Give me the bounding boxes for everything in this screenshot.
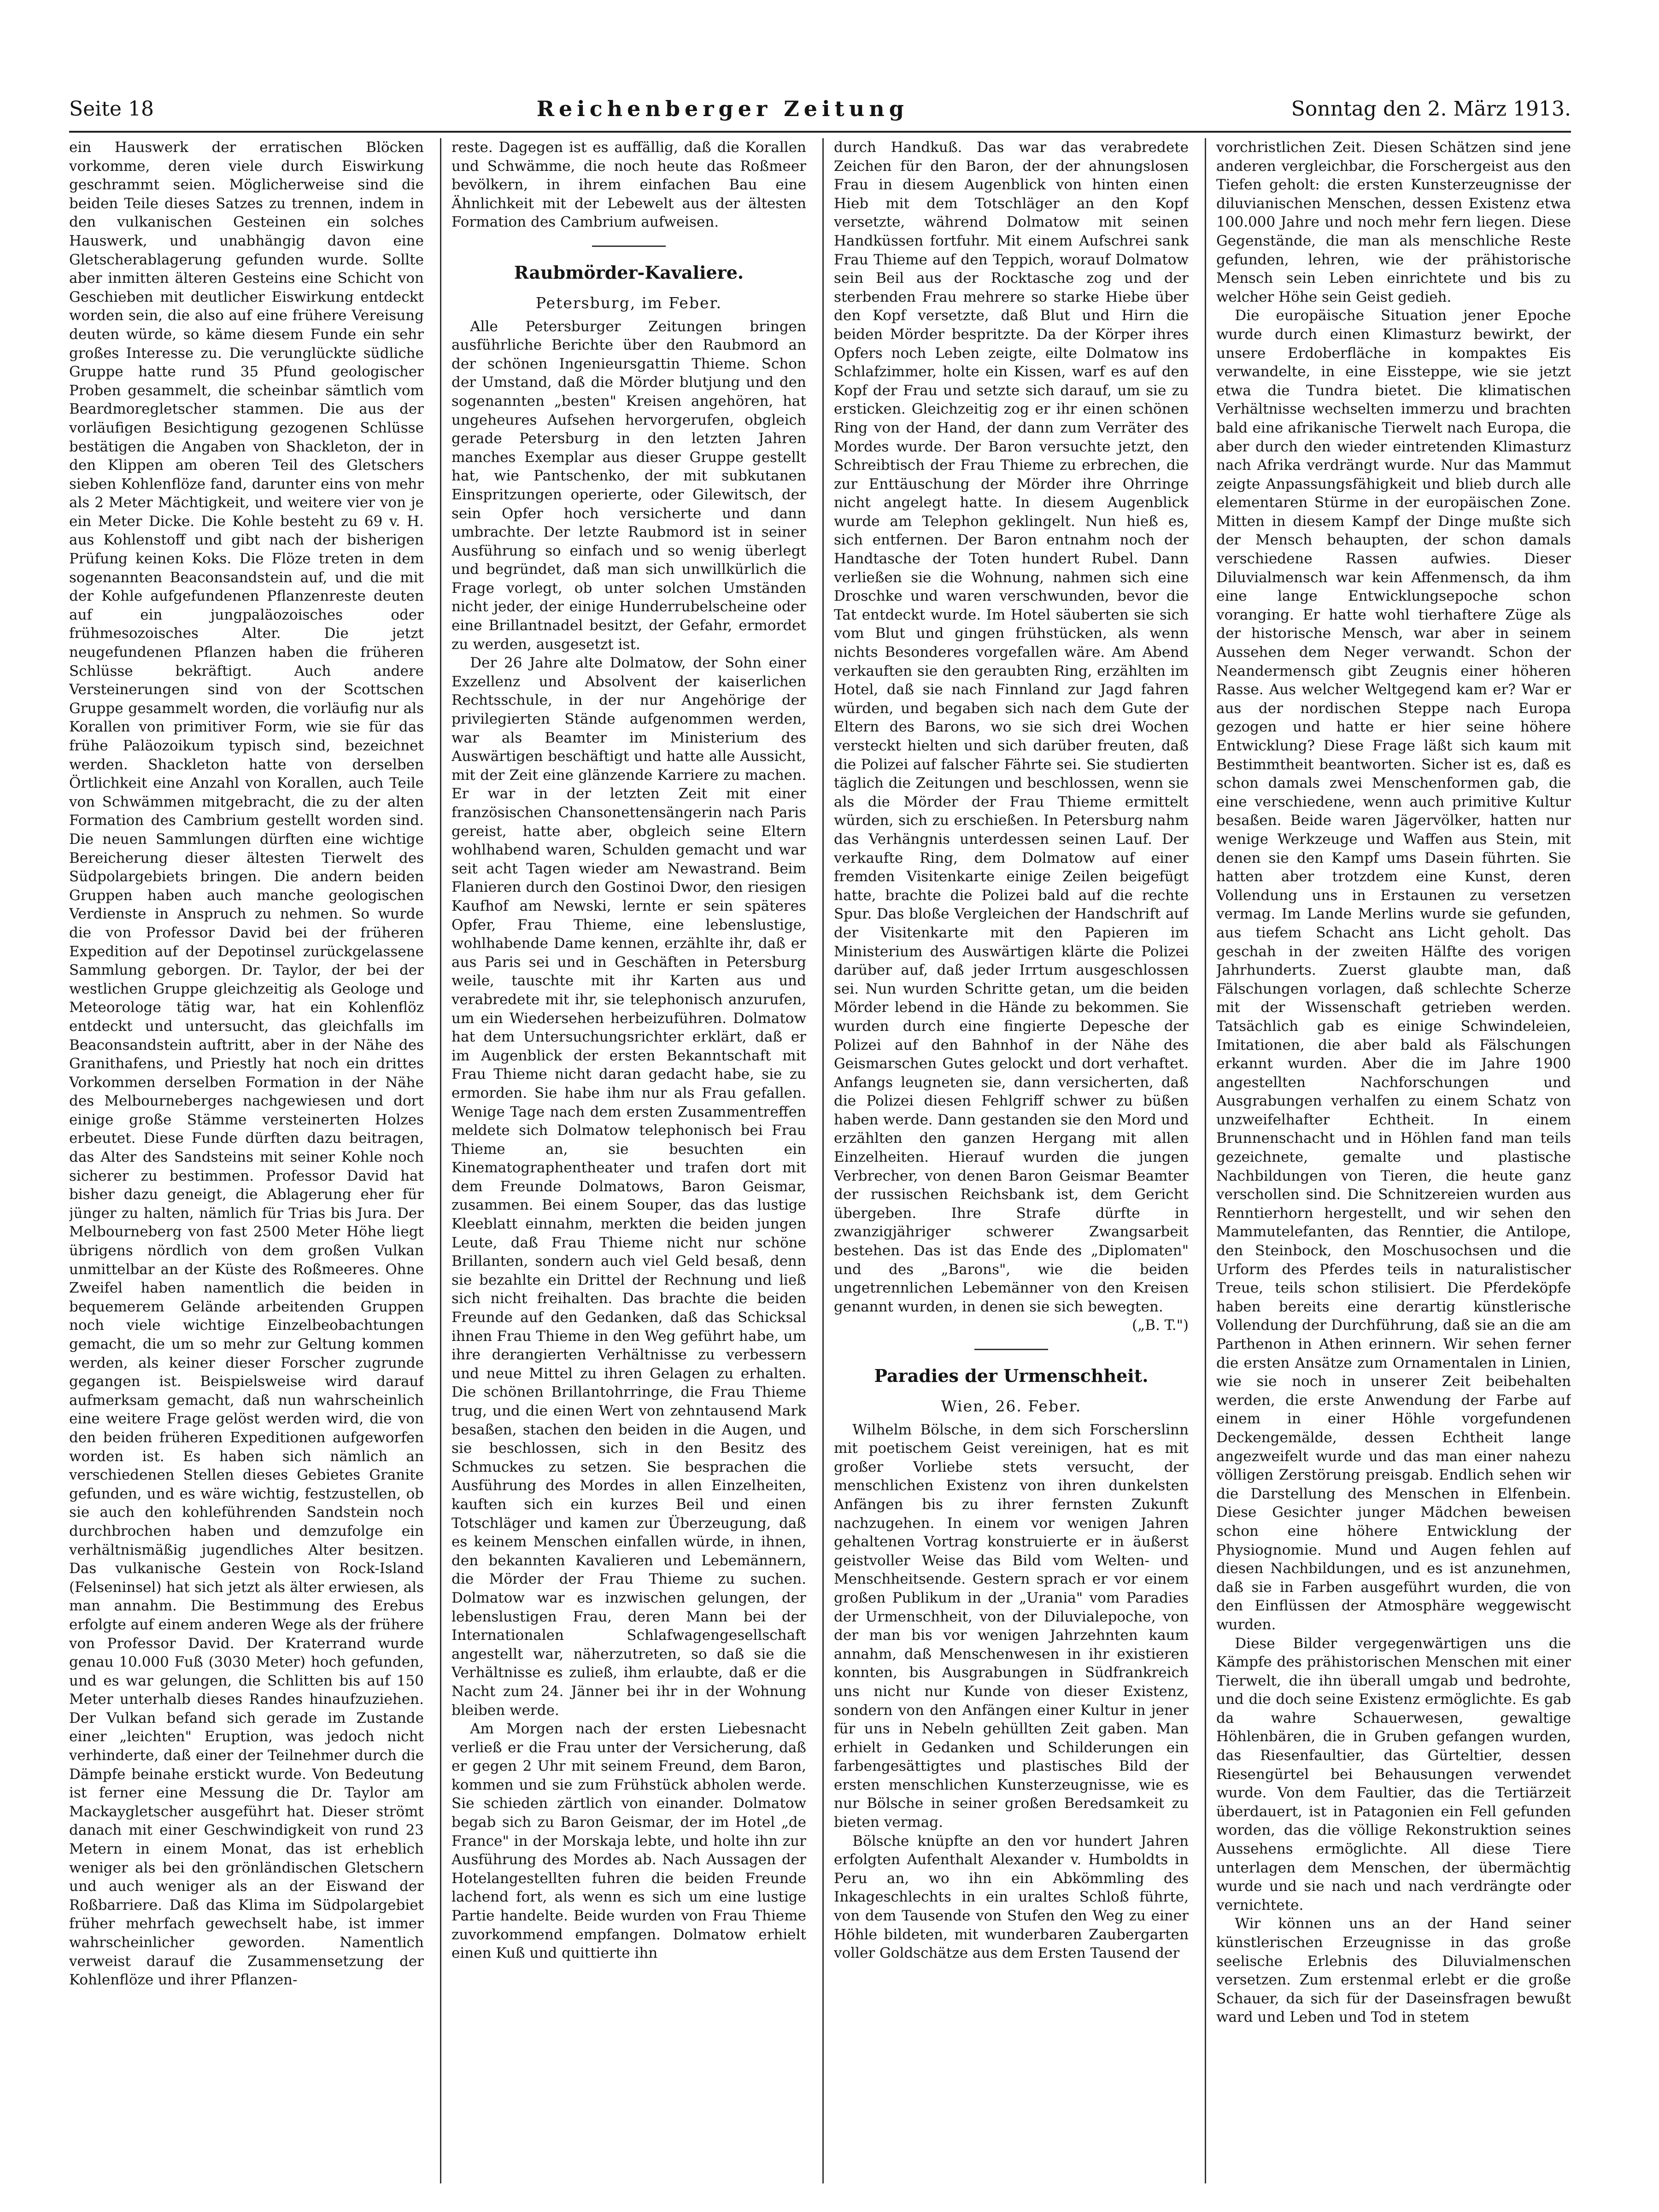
newspaper-page (69, 92, 1571, 2193)
article1-ending: reste. Dagegen ist es auffällig, daß die Korallen und Schwämme, die noch heute das Roßmeer bevölkern, in ihrem einfachen Bau eine Ähnlichkeit mit der Lebewelt aus der ältesten Formation des Cambrium aufweisen. (451, 139, 806, 231)
column-2 (451, 138, 806, 2183)
column-3 (834, 138, 1189, 2183)
column-divider (1205, 138, 1206, 2183)
article3-continuation: vorchristlichen Zeit. Diesen Schätzen sind jene anderen vergleichbar, die Forschergeist aus den Tiefen geholt: die ersten Kunsterzeugnisse der diluvianischen Menschen, dessen Existenz etwa 100.000 Jahre und noch mehr fern liegen. Diese Gegenstände, die man als menschliche Reste gefunden, lehren, wie der prähistorische Mensch sein Leben einrichtete und bis zu welcher Höhe sein Geist gedieh. (1216, 139, 1571, 305)
newspaper-masthead: Reichenberger Zeitung (536, 96, 909, 121)
page-number: Seite 18 (69, 97, 154, 121)
column-1 (69, 138, 424, 2183)
article2-paragraph: Am Morgen nach der ersten Liebesnacht verließ er die Frau unter der Versicherung, daß er gegen 2 Uhr mit seinem Freund, dem Baron, kommen und sie zum Frühstück abholen werde. Sie schieden zärtlich von einander. Dolmatow begab sich zu Baron Geismar, der im Hotel „de France" in der Morskaja lebte, und holte ihn zur Ausführung des Mordes ab. Nach Aussagen der Hotelangestellten fuhren die beiden Freunde lachend fort, als wenn es sich um eine lustige Partie handelte. Beide wurden von Frau Thieme zuvorkommend empfangen. Dolmatow erhielt einen Kuß und quittierte ihn (451, 1720, 806, 1962)
header-rule (69, 131, 1571, 133)
article3-paragraph: Die europäische Situation jener Epoche wurde durch einen Klimasturz bewirkt, der unsere Erdoberfläche in kompaktes Eis verwandelte, in eine Eissteppe, wie sie jetzt etwa die Tundra bietet. Die klimatischen Verhältnisse wechselten immerzu und brachten bald eine afrikanische Tierwelt nach Europa, die aber durch den wieder eintretenden Klimasturz nach Afrika verdrängt wurde. Nur das Mammut zeigte Anpassungsfähigkeit und blieb durch alle elementaren Stürme in der europäischen Zone. Mitten in diesem Kampf der Dinge mußte sich der Mensch behaupten, der schon damals verschiedene Rassen aufwies. Dieser Diluvialmensch war kein Affenmensch, da ihm eine lange Entwicklungsepoche schon voranging. Er hatte wohl tierhaftere Züge als der historische Mensch, war aber in seinem Aussehen dem Neger verwandt. Schon der Neandermensch gibt Zeugnis einer höheren Rasse. Aus welcher Weltgegend kam er? War er aus der nordischen Steppe nach Europa gezogen und hatte er hier seine höhere Entwicklung? Diese Frage läßt sich kaum mit Bestimmtheit beantworten. Sicher ist es, daß es schon damals zwei Menschenformen gab, die eine verschiedene, wenn auch primitive Kultur besaßen. Beide waren Jägervölker, hatten nur wenige Werkzeuge und Waffen aus Stein, mit denen sie den Kampf ums Dasein führten. Sie hatten aber trotzdem eine Kunst, deren Vollendung uns in Erstaunen zu versetzen vermag. Im Lande Merlins wurde sie gefunden, aus tiefem Schacht ans Licht geholt. Das geschah in der zweiten Hälfte des vorigen Jahrhunderts. Zuerst glaubte man, daß Fälschungen vorlagen, daß schlechte Scherze mit der Wissenschaft getrieben werden. Tatsächlich gab es einige Schwindeleien, Imitationen, die aber bald als Fälschungen erkannt wurden. Aber die im Jahre 1900 angestellten Nachforschungen und Ausgrabungen verhalfen zu einem Schatz von unzweifelhafter Echtheit. In einem Brunnenschacht und in Höhlen fand man teils gezeichnete, gemalte und plastische Nachbildungen von Tieren, die heute ganz verschollen sind. Die Schnitzereien wurden aus Renntierhorn hergestellt, und wir sehen den Mammutelefanten, das Renntier, die Antilope, den Steinbock, den Moschusochsen und die Urform des Pferdes teils in naturalistischer Treue, teils schon stilisiert. Die Pferdeköpfe haben bereits eine derartig künstlerische Vollendung der Durchführung, daß sie an die am Parthenon in Athen erinnern. Wir sehen ferner die ersten Ansätze zum Ornamentalen in Linien, wie sie noch in unserer Zeit beibehalten werden, die erste Anwendung der Farbe auf einem in einer Höhle vorgefundenen Deckengemälde, dessen Echtheit lange angezweifelt wurde und das man einer nahezu völligen Zerstörung preisgab. Endlich sehen wir die Darstellung des Menschen in Elfenbein. Diese Gesichter junger Mädchen beweisen schon eine höhere Entwicklung der Physiognomie. Mund und Augen fehlen auf diesen Nachbildungen, und es ist anzunehmen, daß sie in Farben ausgeführt wurden, die von den Einflüssen der Atmosphäre weggewischt wurden. (1216, 307, 1571, 1633)
article2-paragraph: Alle Petersburger Zeitungen bringen ausführliche Berichte über den Raubmord an der schönen Ingenieursgattin Thieme. Schon der Umstand, daß die Mörder blutjung und den sogenannten „besten" Kreisen angehören, hat ungeheures Aufsehen hervorgerufen, obgleich gerade Petersburg in den letzten Jahren manches Exemplar aus dieser Gruppe gestellt hat, wie Pantschenko, der mit subkutanen Einspritzungen operierte, oder Gilewitsch, der sein Opfer hoch versicherte und dann umbrachte. Der letzte Raubmord ist in seiner Ausführung so einfach und so wenig überlegt und begründet, daß man sich unwillkürlich die Frage vorlegt, ob unter solchen Umständen nicht jeder, der einige Hunderrubelscheine oder eine Brillantnadel besitzt, der Gefahr, ermordet zu werden, ausgesetzt ist. (451, 318, 806, 653)
column-4 (1216, 138, 1571, 2183)
article3-dateline: Wien, 26. Feber. (941, 1397, 1082, 1415)
column-divider (440, 138, 441, 2183)
article2-dateline: Petersburg, im Feber. (535, 293, 722, 312)
article3-paragraph: Wilhelm Bölsche, in dem sich Forscherslinn mit poetischem Geist vereinigen, hat es mit großer Vorliebe stets versucht, der menschlichen Existenz von ihren dunkelsten Anfängen bis zu ihrer fernsten Zukunft nachzugehen. In einem vor wenigen Jahren gehaltenen Vortrag konstruierte er in äußerst geistvoller Weise das Bild vom Welten- und Menschheitsende. Gestern sprach er vor einem großen Publikum in der „Urania" vom Paradies der Urmenschheit, von der Diluvialepoche, von der man bis vor wenigen Jahrzehnten kaum annahm, daß Menschenwesen in ihr existieren konnten, bis Ausgrabungen in Südfrankreich uns nicht nur Kunde von dieser Existenz, sondern von den Anfängen einer Kultur in jener für uns in Nebeln gehüllten Zeit gaben. Man erhielt in Gedanken und Schilderungen ein farbengesättigtes und plastisches Bild der ersten menschlichen Kunsterzeugnisse, wie es nur Bölsche in seiner großen Beredsamkeit zu bieten vermag. (834, 1421, 1189, 1831)
article2-continuation: durch Handkuß. Das war das verabredete Zeichen für den Baron, der der ahnungslosen Frau in diesem Augenblick von hinten einen Hieb mit dem Totschläger an den Kopf versetzte, während Dolmatow mit seinen Handküssen fortfuhr. Mit einem Aufschrei sank Frau Thieme auf den Teppich, worauf Dolmatow sein Beil aus der Rocktasche zog und der sterbenden Frau mehrere so starke Hiebe über den Kopf versetzte, daß Blut und Hirn die beiden Mörder bespritzte. Da der Körper ihres Opfers noch Leben zeigte, eilte Dolmatow ins Schlafzimmer, holte ein Kissen, warf es auf den Kopf der Frau und setzte sich darauf, um sie zu ersticken. Gleichzeitig zog er ihr einen schönen Ring von der Hand, der dann zum Verräter des Mordes wurde. Der Baron versuchte jetzt, den Schreibtisch der Frau Thieme zu erbrechen, die zur Enttäuschung der Mörder ihre Ohrringe nicht angelegt hatte. In diesem Augenblick wurde am Telephon geklingelt. Nun hieß es, sich entfernen. Der Baron entnahm noch der Handtasche der Toten hundert Rubel. Dann verließen sie die Wohnung, nahmen sich eine Droschke und waren verschwunden, bevor die Tat entdeckt wurde. Im Hotel säuberten sie sich vom Blut und gingen frühstücken, als wenn nichts Besonderes vorgefallen wäre. Am Abend verkauften sie den geraubten Ring, erzählten im Hotel, daß sie nach Finnland zur Jagd fahren würden, und begaben sich nach dem Gute der Eltern des Barons, wo sie sich drei Wochen versteckt hielten und sich darüber freuten, daß die Polizei auf falscher Fährte sei. Sie studierten täglich die Zeitungen und beschlossen, wenn sie als die Mörder der Frau Thieme ermittelt würden, sich zu erschießen. In Petersburg nahm das Verhängnis unterdessen seinen Lauf. Der verkaufte Ring, dem Dolmatow auf einer fremden Visitenkarte einige Zeilen beigefügt hatte, brachte die Polizei bald auf die rechte Spur. Das bloße Vergleichen der Handschrift auf der Visitenkarte mit den Papieren im Ministerium des Auswärtigen klärte die Polizei darüber auf, daß jeder Irrtum ausgeschlossen sei. Nun wurden Schritte getan, um die beiden Mörder lebend in die Hände zu bekommen. Sie wurden durch eine fingierte Depesche der Polizei auf den Bahnhof in der Nähe des Geismarschen Gutes gelockt und dort verhaftet. Anfangs leugneten sie, dann versicherten, daß die Polizei diesen Fehlgriff schwer zu büßen haben werde. Dann gestanden sie den Mord und erzählten den ganzen Hergang mit allen Einzelheiten. Hierauf wurden die jungen Verbrecher, von denen Baron Geismar Beamter der russischen Reichsbank ist, dem Gericht übergeben. Ihre Strafe dürfte in zwanzigjähriger schwerer Zwangsarbeit bestehen. Das ist das Ende des „Diplomaten" und des „Barons", wie die beiden ungetrennlichen Lebemänner von den Kreisen genannt wurden, in denen sie sich bewegten. (834, 139, 1189, 1315)
article-separator (592, 246, 666, 247)
article2-signature: („B. T.") (1132, 1317, 1189, 1334)
article2-title: Raubmörder-Kavaliere. (514, 262, 744, 283)
article3-paragraph: Diese Bilder vergegenwärtigen uns die Kämpfe des prähistorischen Menschen mit einer Tierwelt, die ihn überall umgab und bedrohte, und die doch seine Existenz ermöglichte. Es gab da wahre Schauerwesen, gewaltige Höhlenbären, die in Gruben gefangen wurden, das Riesenfaultier, das Gürteltier, dessen Riesengürtel bei Behausungen verwendet wurde. Von dem Faultier, das die Tertiärzeit überdauert, ist in Patagonien ein Fell gefunden worden, das die völlige Rekonstruktion seines Aussehens ermöglichte. All diese Tiere unterlagen dem Menschen, der übermächtig wurde und sie nach und nach verdrängte oder vernichtete. (1216, 1635, 1571, 1914)
article1-paragraph: ein Hauswerk der erratischen Blöcken vorkomme, deren viele durch Eiswirkung geschrammt seien. Möglicherweise sind die beiden Teile dieses Satzes zu trennen, indem in den vulkanischen Gesteinen ein solches Hauswerk, und unabhängig davon eine Gletscherablagerung gefunden wurde. Sollte aber inmitten älteren Gesteins eine Schicht von Geschieben mit deutlicher Eiswirkung entdeckt worden sein, die also auf eine frühere Vereisung deuten würde, so käme diesem Funde ein sehr großes Interesse zu. Die verunglückte südliche Gruppe hatte rund 35 Pfund geologischer Proben gesammelt, die scheinbar sämtlich vom Beardmoregletscher stammen. Die aus der vorläufigen Besichtigung gezogenen Schlüsse bestätigen die Angaben von Shackleton, der in den Klippen am oberen Teil des Gletschers sieben Kohlenflöze fand, darunter eins von mehr als 2 Meter Mächtigkeit, und weitere vier von je ein Meter Dicke. Die Kohle besteht zu 69 v. H. aus Kohlenstoff und gibt nach der bisherigen Prüfung keinen Koks. Die Flöze treten in dem sogenannten Beaconsandstein auf, und die mit der Kohle aufgefundenen Pflanzenreste deuten auf ein jungpaläozoisches oder frühmesozoisches Alter. Die jetzt neugefundenen Pflanzen haben die früheren Schlüsse bekräftigt. Auch andere Versteinerungen sind von der Scottschen Gruppe gesammelt worden, die vorläufig nur als Korallen von primitiver Form, wie sie für das frühe Paläozoikum typisch sind, bezeichnet werden. Shackleton hatte von derselben Örtlichkeit eine Anzahl von Korallen, auch Teile von Schwämmen mitgebracht, die zu der alten Formation des Cambrium gestellt worden sind. Die neuen Sammlungen dürften eine wichtige Bereicherung dieser ältesten Tierwelt des Südpolargebiets bringen. Die andern beiden Gruppen haben auch manche geologischen Verdienste in Anspruch zu nehmen. So wurde die von Professor David bei der früheren Expedition auf der Depotinsel zurückgelassene Sammlung geborgen. Dr. Taylor, der bei der westlichen Gruppe gleichzeitig als Geologe und Meteorologe tätig war, hat ein Kohlenflöz entdeckt und untersucht, das gleichfalls im Beaconsandstein auftritt, aber in der Nähe des Granithafens, und Priestly hat noch ein drittes Vorkommen derselben Formation in der Nähe des Melbourneberges nachgewiesen und dort einige große Stämme versteinerten Holzes erbeutet. Diese Funde dürften dazu beitragen, das Alter des Sandsteins mit seiner Kohle noch sicherer zu bestimmen. Professor David hat bisher dazu geneigt, die Ablagerung eher für jünger zu halten, nämlich für Trias bis Jura. Der Melbourneberg von fast 2500 Meter Höhe liegt übrigens nördlich von dem großen Vulkan unmittelbar an der Küste des Roßmeeres. Ohne Zweifel haben namentlich die beiden in bequemerem Gelände arbeitenden Gruppen noch viele wichtige Einzelbeobachtungen gemacht, die um so mehr zur Geltung kommen werden, als keiner dieser Forscher zugrunde gegangen ist. Beispielsweise wird darauf aufmerksam gemacht, daß nun wahrscheinlich eine weitere Frage gelöst werden wird, die von den beiden früheren Expeditionen aufgeworfen worden ist. Es haben sich nämlich an verschiedenen Stellen dieses Gebietes Granite gefunden, und es wäre wichtig, festzustellen, ob sie auch den kohleführenden Sandstein noch durchbrochen haben und demzufolge ein verhältnismäßig jugendliches Alter besitzen. Das vulkanische Gestein von Rock-Island (Felseninsel) hat sich jetzt als älter erwiesen, als man annahm. Die Bestimmung des Erebus erfolgte auf einem anderen Wege als der frühere von Professor David. Der Kraterrand wurde genau 10.000 Fuß (3030 Meter) hoch gefunden, und es war gelungen, die Schlitten bis auf 150 Meter unterhalb dieses Randes hinaufzuziehen. Der Vulkan befand sich gerade im Zustande einer „leichten" Eruption, was jedoch nicht verhinderte, daß einer der Teilnehmer durch die Dämpfe beinahe erstickt wurde. Von Bedeutung ist ferner eine Messung die Dr. Taylor am Mackaygletscher ausgeführt hat. Dieser strömt danach mit einer Geschwindigkeit von rund 23 Metern in einem Monat, das ist erheblich weniger als bei den grönländischen Gletschern und auch weniger als an der Eiswand der Roßbarriere. Daß das Klima im Südpolargebiet früher mehrfach gewechselt habe, ist immer wahrscheinlicher geworden. Namentlich verweist darauf die Zusammensetzung der Kohlenflöze und ihrer Pflanzen- (69, 139, 424, 1989)
article3-title: Paradies der Urmenschheit. (874, 1365, 1149, 1386)
article-separator (974, 1349, 1048, 1350)
article2-paragraph: Der 26 Jahre alte Dolmatow, der Sohn einer Exzellenz und Absolvent der kaiserlichen Rechtsschule, in der nur Angehörige der privilegierten Stände aufgenommen werden, war als Beamter im Ministerium des Auswärtigen beschäftigt und hatte alle Aussicht, mit der Zeit eine glänzende Karriere zu machen. Er war in der letzten Zeit mit einer französischen Chansonettensängerin nach Paris gereist, hatte aber, obgleich seine Eltern wohlhabend waren, Schulden gemacht und war seit acht Tagen wieder am Newastrand. Beim Flanieren durch den Gostinoi Dwor, den riesigen Kaufhof am Newski, lernte er sein späteres Opfer, Frau Thieme, eine lebenslustige, wohlhabende Dame kennen, erzählte ihr, daß er aus Paris sei und in Geschäften in Petersburg weile, tauschte mit ihr Karten aus und verabredete mit ihr, sie telephonisch anzurufen, um ein Wiedersehen herbeizuführen. Dolmatow hat dem Untersuchungsrichter erklärt, daß er im Augenblick der ersten Bekanntschaft mit Frau Thieme nicht daran gedacht habe, sie zu ermorden. Sie habe ihm nur als Frau gefallen. Wenige Tage nach dem ersten Zusammentreffen meldete sich Dolmatow telephonisch bei Frau Thieme an, sie besuchten ein Kinematographentheater und trafen dort mit dem Freunde Dolmatows, Baron Geismar, zusammen. Bei einem Souper, das das lustige Kleeblatt einnahm, merkten die beiden jungen Leute, daß Frau Thieme nicht nur schöne Brillanten, sondern auch viel Geld besaß, denn sie bezahlte ein Drittel der Rechnung und ließ sich nicht freihalten. Das brachte die beiden Freunde auf den Gedanken, daß das Schicksal ihnen Frau Thieme in den Weg geführt habe, um ihre derangierten Verhältnisse zu verbessern und neue Mittel zu ihren Gelagen zu erhalten. Die schönen Brillantohrringe, die Frau Thieme trug, und die einen Wert von zehntausend Mark besaßen, stachen den beiden in die Augen, und sie beschlossen, sich in den Besitz des Schmuckes zu setzen. Sie besprachen die Ausführung des Mordes in allen Einzelheiten, kauften sich ein kurzes Beil und einen Totschläger und kamen zur Überzeugung, daß es keinem Menschen einfallen würde, in ihnen, den bekannten Kavalieren und Lebemännern, die Mörder der Frau Thieme zu suchen. Dolmatow war es inzwischen gelungen, der lebenslustigen Frau, deren Mann bei der Internationalen Schlafwagengesellschaft angestellt war, näherzutreten, so daß sie die Verhältnisse es zuließ, ihm erlaubte, daß er die Nacht zum 24. Jänner bei ihr in der Wohnung bleiben werde. (451, 655, 806, 1719)
article3-paragraph: Wir können uns an der Hand seiner künstlerischen Erzeugnisse in das große seelische Erlebnis des Diluvialmenschen versetzen. Zum erstenmal erlebt er die große Schauer, da sich für der Daseinsfragen bewußt ward und Leben und Tod in stetem (1216, 1915, 1571, 2026)
page-header (69, 92, 1571, 125)
article3-paragraph: Bölsche knüpfte an den vor hundert Jahren erfolgten Aufenthalt Alexander v. Humboldts in Peru an, wo ihn ein Abkömmling des Inkageschlechts in ein uraltes Schloß führte, von dem Tausende von Stufen den Weg zu einer Höhle bildeten, mit wunderbaren Zaubergarten voller Goldschätze aus dem Ersten Tausend der (834, 1832, 1189, 1962)
column-divider (822, 138, 824, 2183)
issue-date: Sonntag den 2. März 1913. (1291, 97, 1571, 121)
